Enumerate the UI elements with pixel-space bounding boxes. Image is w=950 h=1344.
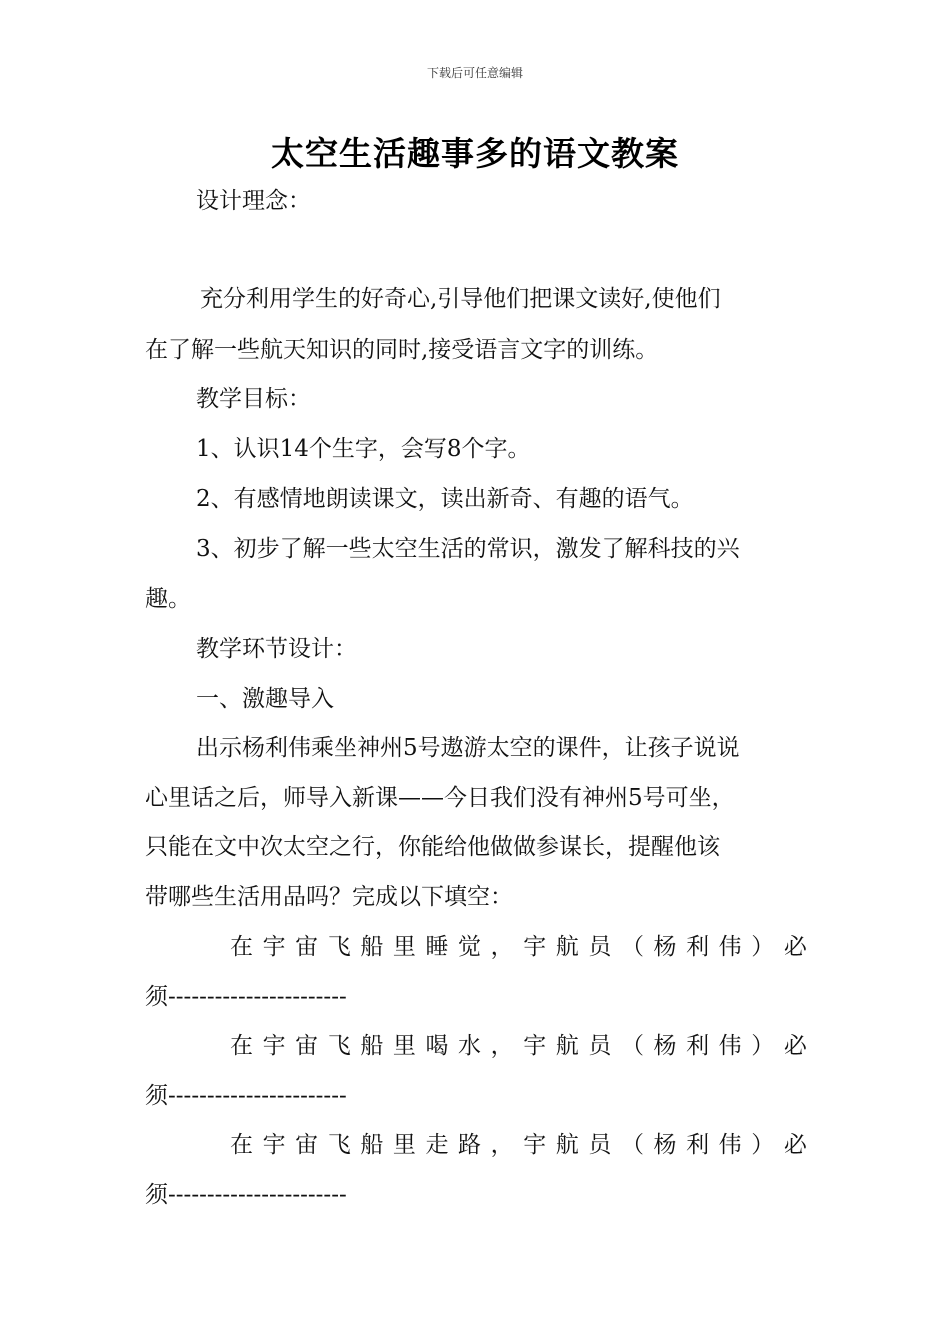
char: 水	[458, 1033, 482, 1059]
paragraph-line: 带哪些生活用品吗？完成以下填空：	[145, 884, 513, 910]
char: ，	[490, 1033, 514, 1059]
char: 伟	[718, 1033, 742, 1059]
char: 利	[686, 1132, 710, 1158]
char: 航	[555, 1132, 579, 1158]
fill-blank-prompt	[230, 1031, 807, 1061]
char: 在	[230, 1033, 253, 1059]
char: 员	[588, 934, 612, 960]
paragraph-line: 充分利用学生的好奇心,引导他们把课文读好,使他们	[200, 286, 721, 312]
char: 宇	[262, 1132, 286, 1158]
section-heading-teaching-goals: 教学目标：	[196, 386, 311, 412]
char: 宇	[262, 1033, 286, 1059]
char: 航	[555, 934, 579, 960]
char: 飞	[327, 934, 351, 960]
header-note: 下载后可任意编辑	[426, 66, 523, 80]
goal-item: 1、认识14个生字，会写8个字。	[196, 436, 531, 462]
char: 在	[230, 1132, 253, 1158]
char: 觉	[458, 934, 482, 960]
char: 杨	[653, 1033, 677, 1059]
step-heading: 一、激趣导入	[196, 686, 334, 712]
paragraph-line: 趣。	[145, 586, 191, 612]
char: 伟	[718, 1132, 742, 1158]
char: 必	[783, 934, 807, 960]
char: 利	[686, 1033, 710, 1059]
fill-blank-prompt	[230, 932, 807, 962]
char: 喝	[425, 1033, 449, 1059]
char: 飞	[327, 1033, 351, 1059]
char: ）	[751, 934, 775, 960]
char: 宙	[295, 1033, 319, 1059]
char: 员	[588, 1132, 612, 1158]
char: 杨	[653, 1132, 677, 1158]
char: 宇	[523, 1132, 547, 1158]
fill-blank-line: 须-----------------------	[145, 1182, 347, 1208]
char: 宇	[262, 934, 286, 960]
document-title: 太空生活趣事多的语文教案	[271, 134, 679, 173]
char: 杨	[653, 934, 677, 960]
fill-blank-line: 须-----------------------	[145, 984, 347, 1010]
char: 宇	[523, 1033, 547, 1059]
paragraph-line: 在了解一些航天知识的同时,接受语言文字的训练。	[145, 337, 659, 363]
char: ）	[751, 1132, 775, 1158]
fill-blank-prompt	[230, 1130, 807, 1160]
char: ）	[751, 1033, 775, 1059]
char: （	[620, 934, 644, 960]
char: 路	[458, 1132, 482, 1158]
char: 飞	[327, 1132, 351, 1158]
char: 伟	[718, 934, 742, 960]
goal-item: 3、初步了解一些太空生活的常识，激发了解科技的兴	[196, 536, 740, 562]
fill-blank-line: 须-----------------------	[145, 1083, 347, 1109]
char: 里	[392, 934, 416, 960]
char: 船	[360, 1132, 384, 1158]
char: 必	[783, 1132, 807, 1158]
paragraph-line: 心里话之后，师导入新课——今日我们没有神州5号可坐，	[145, 785, 735, 811]
char: 走	[425, 1132, 449, 1158]
char: 在	[230, 934, 253, 960]
char: 船	[360, 934, 384, 960]
char: 必	[783, 1033, 807, 1059]
char: （	[620, 1033, 644, 1059]
char: 员	[588, 1033, 612, 1059]
char: ，	[490, 1132, 514, 1158]
goal-item: 2、有感情地朗读课文，读出新奇、有趣的语气。	[196, 486, 694, 512]
char: 船	[360, 1033, 384, 1059]
char: 里	[392, 1132, 416, 1158]
paragraph-line: 只能在文中次太空之行，你能给他做做参谋长，提醒他该	[145, 834, 720, 860]
char: ，	[490, 934, 514, 960]
section-heading-teaching-steps: 教学环节设计：	[196, 636, 357, 662]
paragraph-line: 出示杨利伟乘坐神州5号遨游太空的课件，让孩子说说	[196, 735, 740, 761]
char: 宇	[523, 934, 547, 960]
char: 睡	[425, 934, 449, 960]
section-heading-design-concept: 设计理念：	[196, 188, 311, 214]
char: 宙	[295, 1132, 319, 1158]
char: 宙	[295, 934, 319, 960]
char: 里	[392, 1033, 416, 1059]
char: 利	[686, 934, 710, 960]
char: （	[620, 1132, 644, 1158]
char: 航	[555, 1033, 579, 1059]
